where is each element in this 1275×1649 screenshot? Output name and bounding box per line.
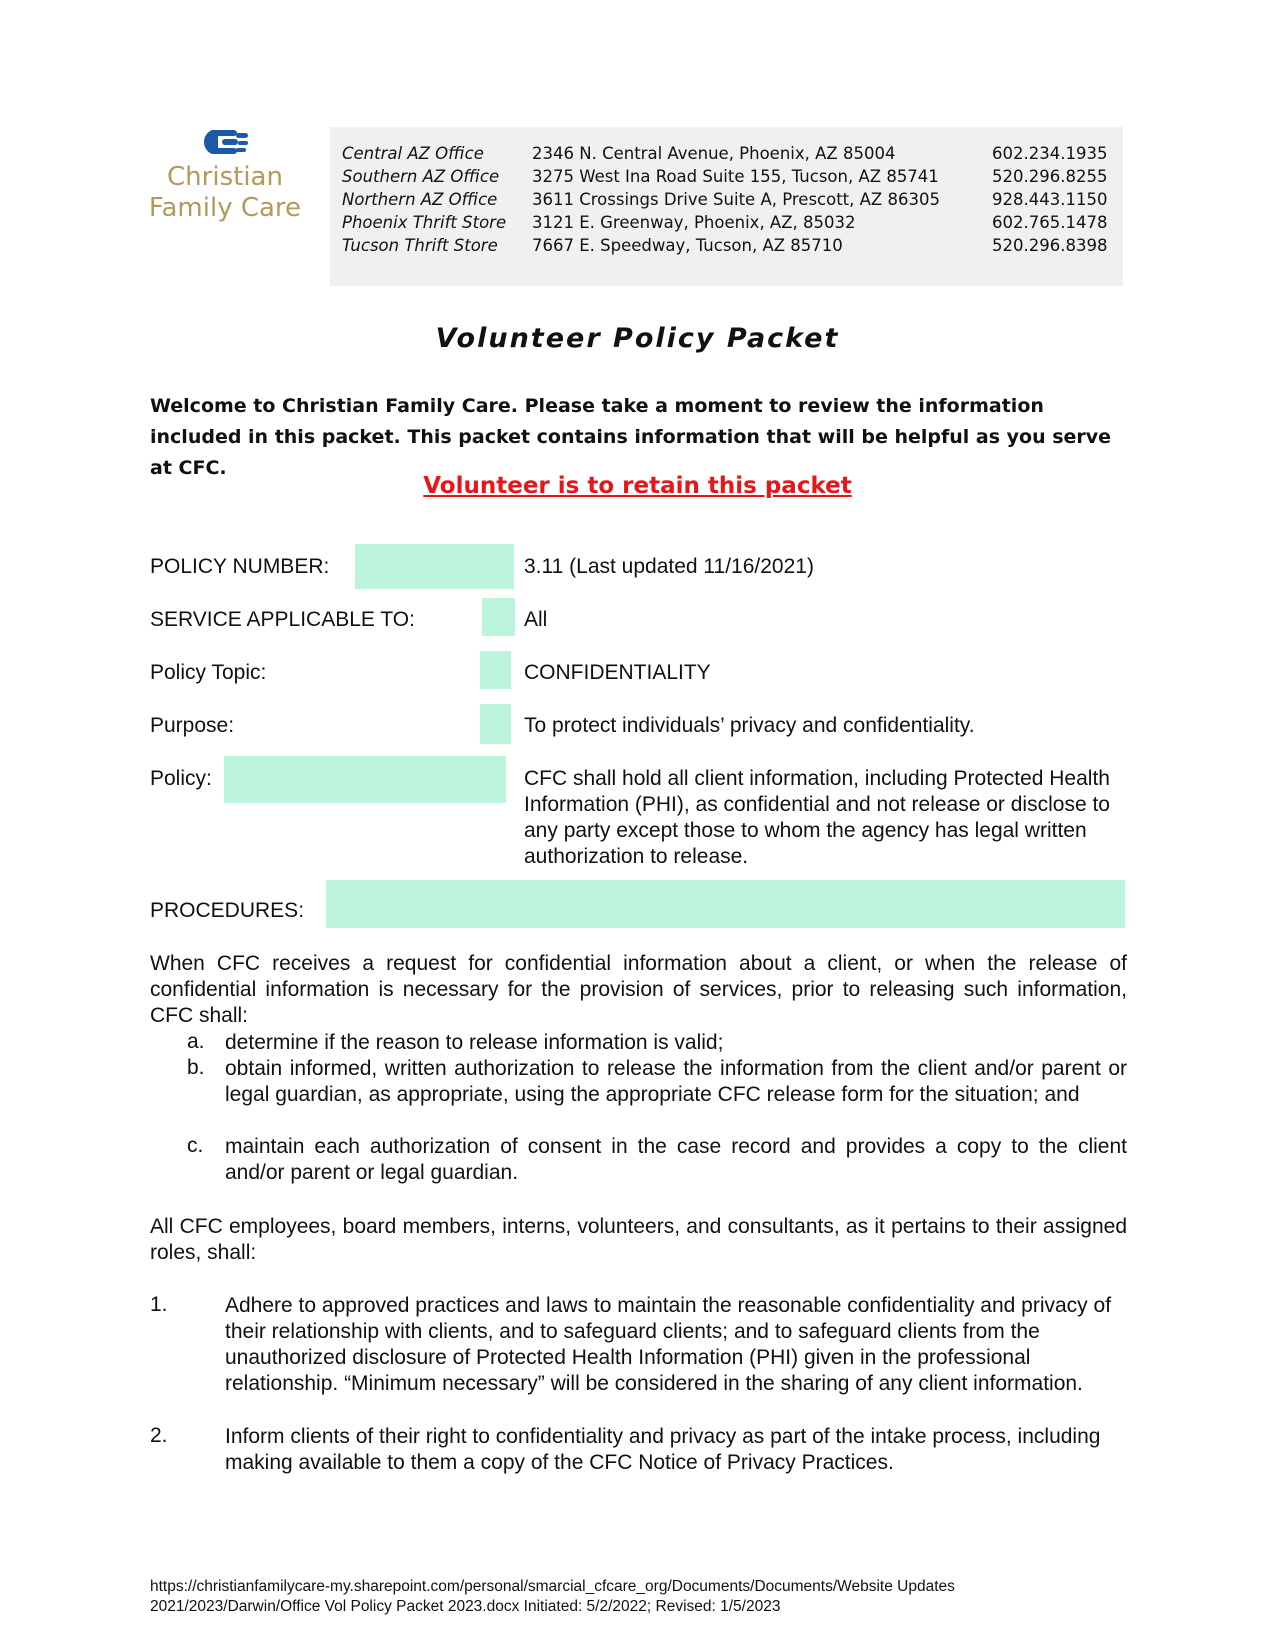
office-address: 3121 E. Greenway, Phoenix, AZ, 85032 [532,213,856,232]
list-item-text: Adhere to approved practices and laws to maintain the reasonable confidentiality and privacy of their relationship with clients, and to safeguard clients; and to safeguard clients from the unauthorized disclosure of Protected Health Information (PHI) given in the professional relationship. “Minimum necessary” will be considered in the sharing of any client information. [225,1294,1112,1395]
office-address: 2346 N. Central Avenue, Phoenix, AZ 85004 [532,144,896,163]
office-address: 3611 Crossings Drive Suite A, Prescott, AZ 86305 [532,190,940,209]
policy-number-value: 3.11 (Last updated 11/16/2021) [524,555,814,578]
office-phone: 602.234.1935 [992,144,1108,163]
list-item-text: maintain each authorization of consent in the case record and provides a copy to the client and/or parent or legal guardian. [225,1135,1127,1184]
office-address: 3275 West Ina Road Suite 155, Tucson, AZ 85741 [532,167,939,186]
policy-label: Policy: [150,767,212,790]
highlight-field [326,880,1125,928]
personnel-intro: All CFC employees, board members, interns, volunteers, and consultants, as it pertains to their assigned roles, shall: [150,1215,1127,1264]
logo-text-line2: Family Care [148,193,302,223]
highlight-field [480,704,511,744]
cfc-logo [140,124,310,234]
office-phone: 602.765.1478 [992,213,1108,232]
policy-value: CFC shall hold all client information, including Protected Health Information (PHI), as confidential and not release or disclose to any party except those to whom the agency has legal written authorization to release. [524,767,1110,868]
highlight-field [480,651,511,689]
list-item [150,1134,1127,1186]
policy-topic-value: CONFIDENTIALITY [524,661,711,684]
office-name: Southern AZ Office [342,167,500,186]
welcome-paragraph: Welcome to Christian Family Care. Please take a moment to review the information included in this packet. This packet contains information that will be helpful as you serve at CFC. [150,395,1112,479]
procedures-label: PROCEDURES: [150,899,305,922]
logo-mark-icon [140,124,310,160]
office-phone: 520.296.8255 [992,167,1108,186]
service-label: SERVICE APPLICABLE TO: [150,608,415,631]
office-address: 7667 E. Speedway, Tucson, AZ 85710 [532,236,843,255]
logo-text-line1: Christian [167,162,283,192]
highlight-field [355,544,514,589]
list-item-text: determine if the reason to release information is valid; [225,1031,724,1054]
service-value: All [524,608,548,631]
footer-path: https://christianfamilycare-my.sharepoint.com/personal/smarcial_cfcare_org/Documents/Documents/Website Updates [150,1578,955,1595]
highlight-field [482,598,515,636]
office-phone: 520.296.8398 [992,236,1108,255]
list-item [150,1056,1127,1134]
list-marker: 2. [150,1424,168,1447]
purpose-value: To protect individuals’ privacy and confidentiality. [524,714,975,737]
list-marker: a. [187,1030,205,1053]
list-item [150,1424,1127,1476]
list-item [150,1293,1127,1424]
office-name: Phoenix Thrift Store [342,213,507,232]
procedures-intro: When CFC receives a request for confidential information about a client, or when the release of confidential information is necessary for the provision of services, prior to releasing such information, CFC shall: [150,952,1127,1027]
office-phone: 928.443.1150 [992,190,1108,209]
office-directory [330,127,1123,286]
policy-topic-label: Policy Topic: [150,661,267,684]
highlight-field [224,756,506,803]
purpose-label: Purpose: [150,714,235,737]
retain-notice: Volunteer is to retain this packet [423,473,852,499]
procedure-list [150,1030,1127,1186]
list-item [150,1030,1127,1056]
policy-number-label: POLICY NUMBER: [150,555,330,578]
office-name: Tucson Thrift Store [342,236,498,255]
list-marker: b. [187,1056,205,1079]
office-name: Central AZ Office [342,144,484,163]
footer-revision: 2021/2023/Darwin/Office Vol Policy Packet 2023.docx Initiated: 5/2/2022; Revised: 1/5/2023 [150,1598,781,1615]
list-item-text: Inform clients of their right to confidentiality and privacy as part of the intake process, including making available to them a copy of the CFC Notice of Privacy Practices. [225,1425,1101,1474]
office-name: Northern AZ Office [342,190,498,209]
list-marker: 1. [150,1293,168,1316]
numbered-list [150,1293,1127,1476]
list-item-text: obtain informed, written authorization to release the information from the client and/or parent or legal guardian, as appropriate, using the appropriate CFC release form for the situation; and [225,1057,1127,1106]
document-title: Volunteer Policy Packet [435,323,840,354]
list-marker: c. [187,1134,204,1157]
document-footer [150,1577,955,1617]
